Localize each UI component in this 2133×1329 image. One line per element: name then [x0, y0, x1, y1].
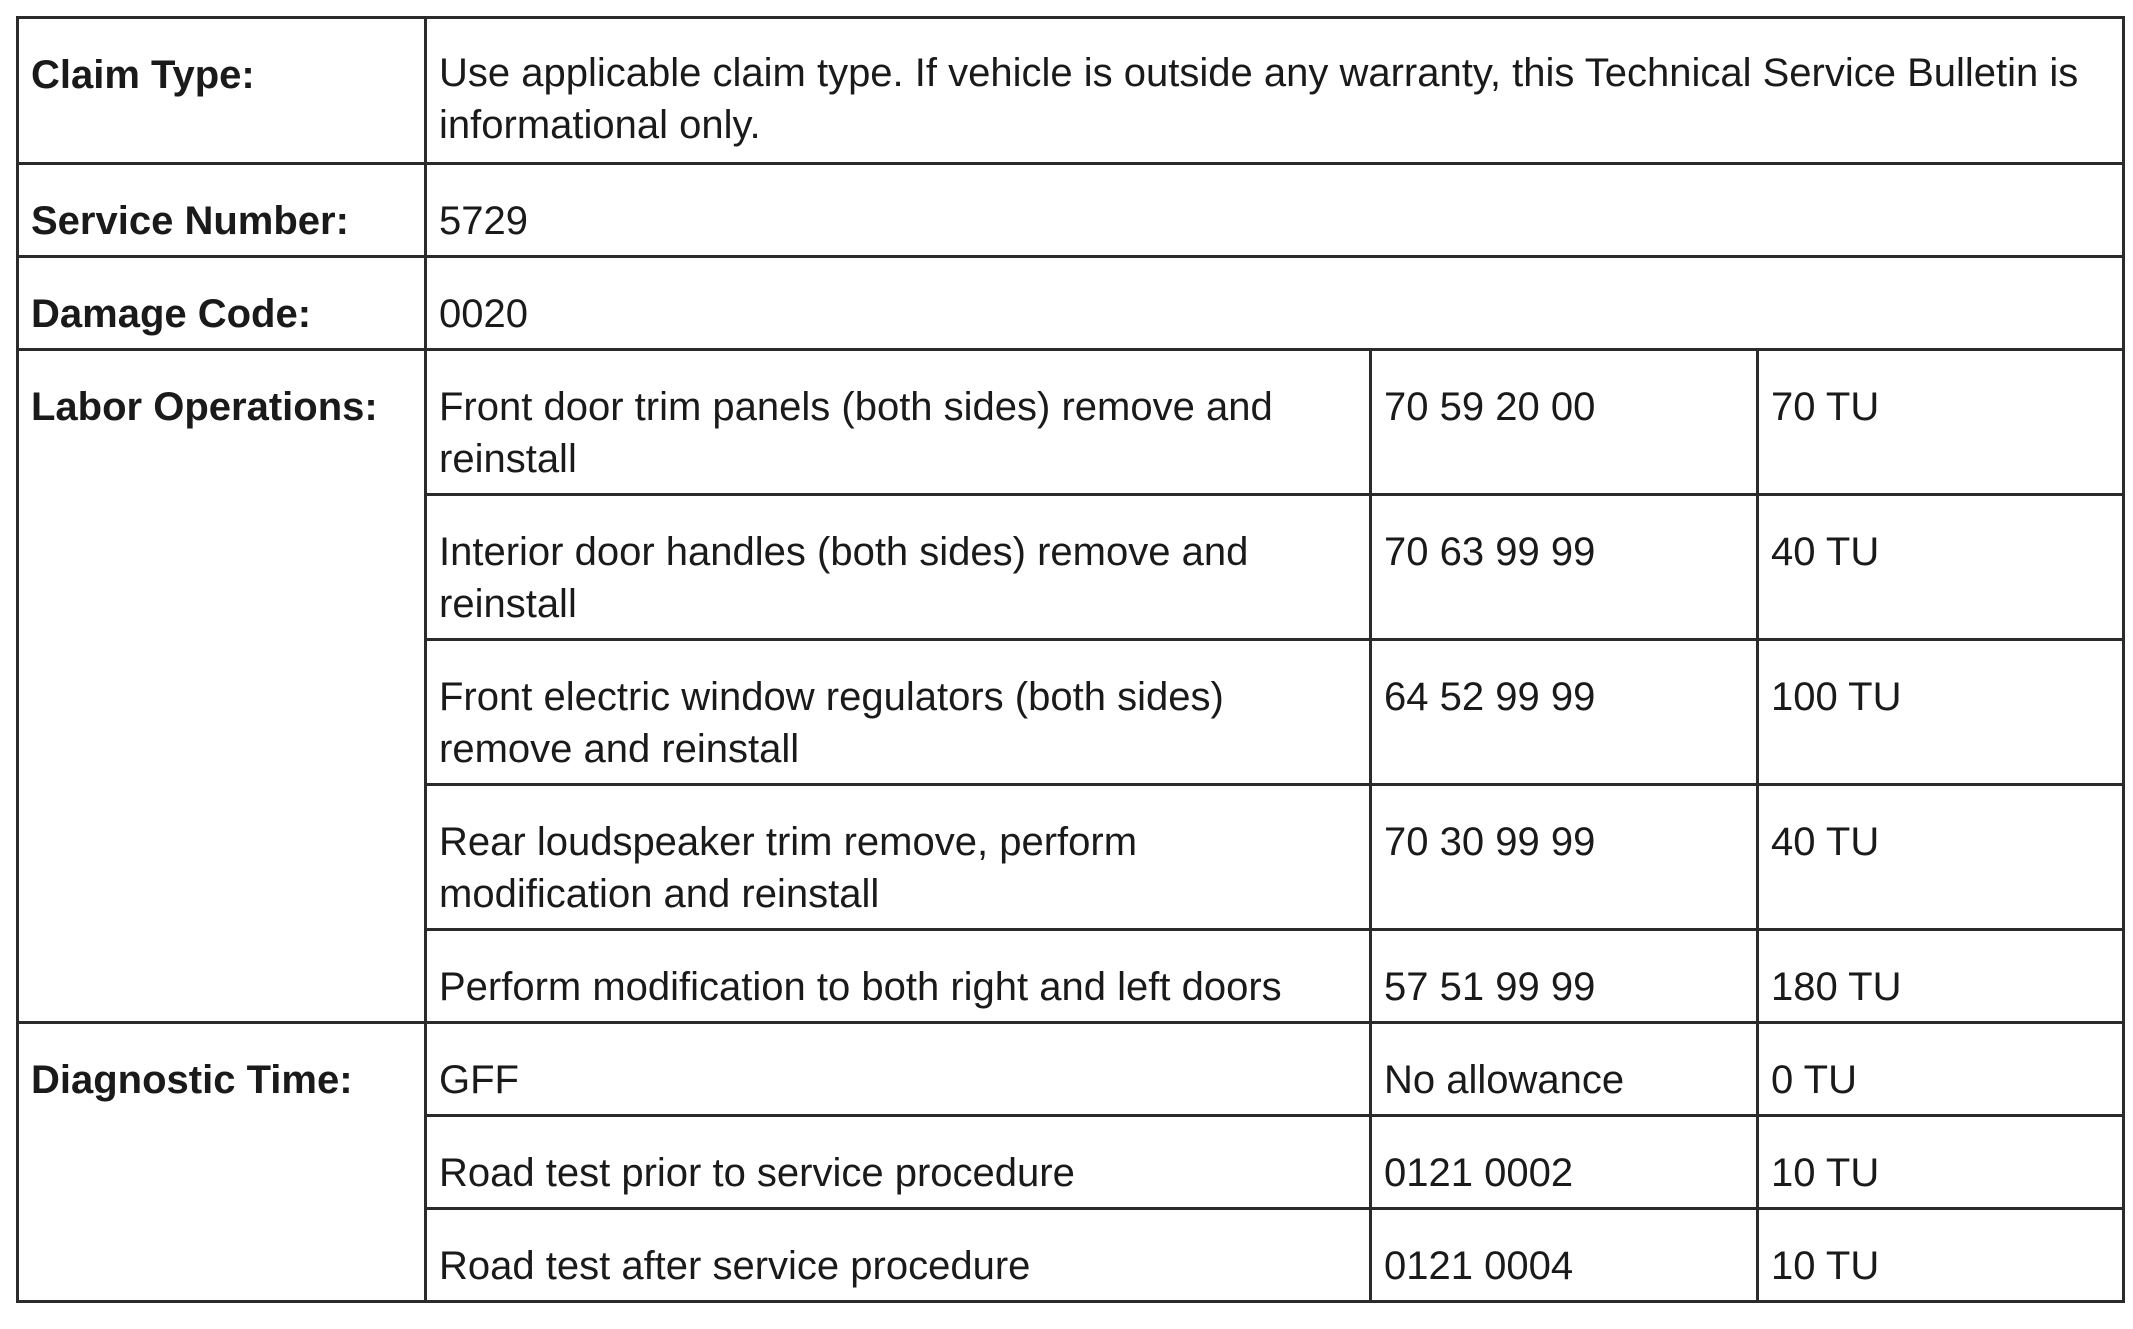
- claim-type-row: [18, 18, 2124, 164]
- service-number-label: Service Number:: [18, 164, 426, 257]
- labor-operations-label: Labor Operations:: [18, 350, 426, 1023]
- labor-operation-code: 70 30 99 99: [1371, 785, 1758, 930]
- diagnostic-description: Road test after service procedure: [426, 1209, 1371, 1302]
- labor-operation-description: Front door trim panels (both sides) remove and reinstall: [426, 350, 1371, 495]
- service-number-row: [18, 164, 2124, 257]
- damage-code-value: 0020: [426, 257, 2124, 350]
- damage-code-row: [18, 257, 2124, 350]
- diagnostic-description: Road test prior to service procedure: [426, 1116, 1371, 1209]
- labor-operation-description: Perform modification to both right and left doors: [426, 930, 1371, 1023]
- diagnostic-time-row: [18, 1023, 2124, 1116]
- labor-operation-description: Interior door handles (both sides) remove and reinstall: [426, 495, 1371, 640]
- diagnostic-description: GFF: [426, 1023, 1371, 1116]
- diagnostic-time: 0 TU: [1758, 1023, 2124, 1116]
- labor-operation-code: 64 52 99 99: [1371, 640, 1758, 785]
- diagnostic-time: 10 TU: [1758, 1209, 2124, 1302]
- labor-operation-time: 70 TU: [1758, 350, 2124, 495]
- diagnostic-time: 10 TU: [1758, 1116, 2124, 1209]
- diagnostic-code: 0121 0002: [1371, 1116, 1758, 1209]
- labor-operation-description: Rear loudspeaker trim remove, perform modification and reinstall: [426, 785, 1371, 930]
- claim-type-label: Claim Type:: [18, 18, 426, 164]
- diagnostic-code: No allowance: [1371, 1023, 1758, 1116]
- damage-code-label: Damage Code:: [18, 257, 426, 350]
- labor-operation-time: 40 TU: [1758, 785, 2124, 930]
- labor-operation-time: 40 TU: [1758, 495, 2124, 640]
- labor-operation-code: 57 51 99 99: [1371, 930, 1758, 1023]
- diagnostic-time-label: Diagnostic Time:: [18, 1023, 426, 1302]
- service-number-value: 5729: [426, 164, 2124, 257]
- labor-operation-time: 100 TU: [1758, 640, 2124, 785]
- labor-operation-code: 70 59 20 00: [1371, 350, 1758, 495]
- labor-operation-row: [18, 350, 2124, 495]
- diagnostic-code: 0121 0004: [1371, 1209, 1758, 1302]
- warranty-claim-table: [16, 16, 2125, 1303]
- labor-operation-code: 70 63 99 99: [1371, 495, 1758, 640]
- claim-type-value: Use applicable claim type. If vehicle is outside any warranty, this Technical Service Bulletin is informational only.: [426, 18, 2124, 164]
- labor-operation-time: 180 TU: [1758, 930, 2124, 1023]
- labor-operation-description: Front electric window regulators (both sides) remove and reinstall: [426, 640, 1371, 785]
